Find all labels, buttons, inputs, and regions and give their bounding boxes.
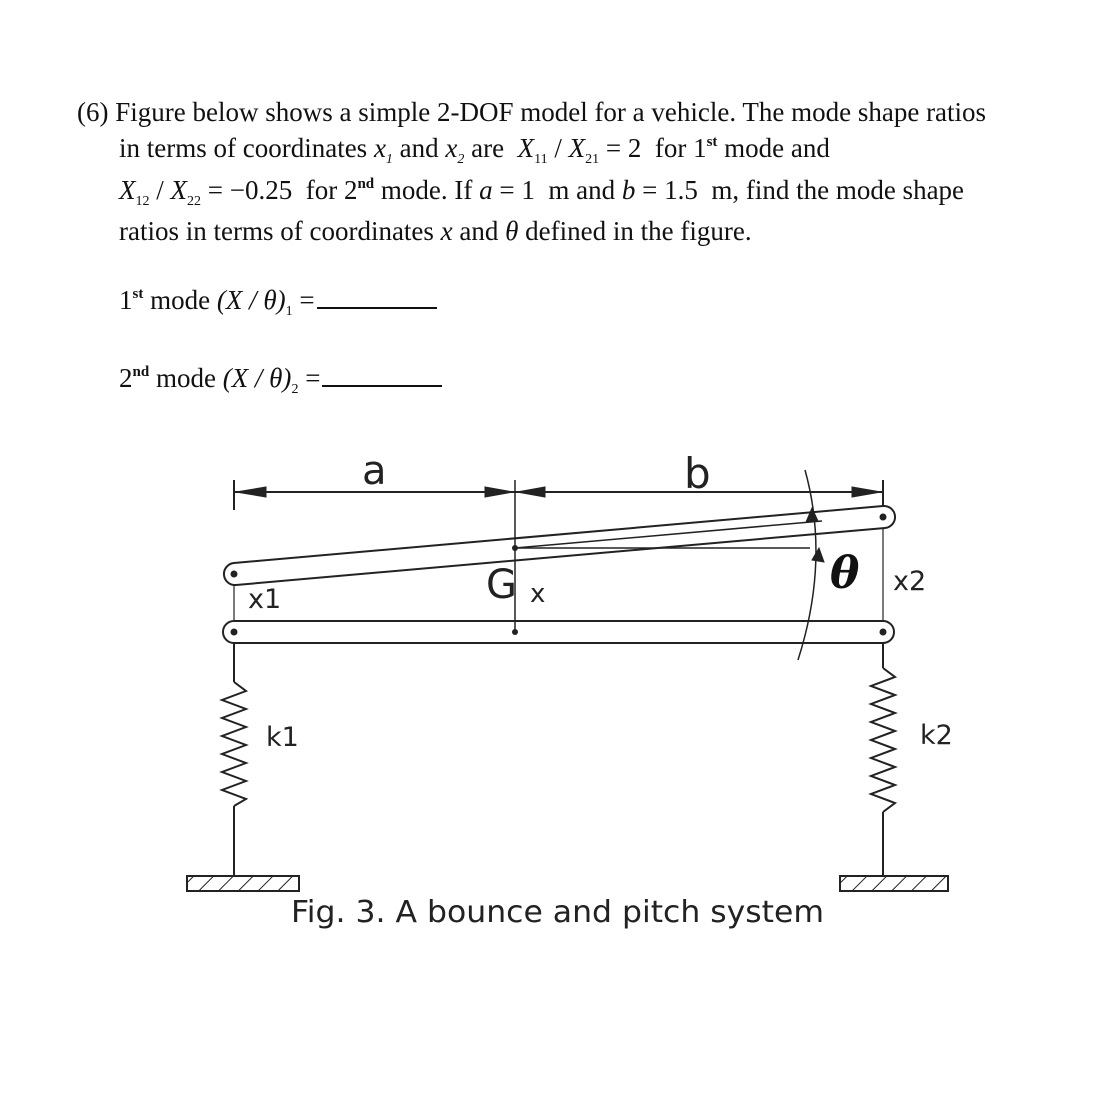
text-coordinates: in terms of coordinates — [119, 133, 368, 163]
var-a: a — [479, 175, 493, 205]
sub: 22 — [187, 194, 202, 209]
label-k1: k1 — [266, 722, 299, 753]
spring-right — [871, 643, 895, 876]
label-theta: θ — [830, 548, 860, 599]
two: 2 — [343, 175, 358, 205]
label-x: x — [530, 579, 546, 609]
text-for: for — [305, 175, 338, 205]
label-b: b — [684, 449, 711, 498]
equals: = — [305, 363, 321, 393]
ratio-1: = 2 — [605, 133, 642, 163]
arrowhead — [236, 487, 266, 497]
ratio-2: = −0.25 — [207, 175, 293, 205]
label-k2: k2 — [920, 720, 953, 751]
sub: 12 — [135, 194, 150, 209]
text-for: for — [654, 133, 687, 163]
sup: st — [132, 286, 144, 302]
sub: 2 — [291, 382, 299, 397]
slash: / — [554, 133, 562, 163]
text-mode-and: mode and — [724, 133, 830, 163]
sub: 21 — [585, 152, 600, 167]
arrowhead — [812, 548, 824, 562]
tilted-bar — [224, 506, 895, 585]
label-G: G — [486, 562, 517, 608]
value-b: = 1.5 — [642, 175, 698, 205]
var-b: b — [621, 175, 636, 205]
sub: 1 — [285, 304, 293, 319]
sub: 1 — [385, 152, 393, 167]
sub: 2 — [457, 152, 465, 167]
text-mode: mode — [150, 285, 211, 315]
text-are: are — [471, 133, 505, 163]
text-find: m, find the mode shape — [711, 175, 965, 205]
sub: 11 — [534, 152, 548, 167]
var-X: X — [517, 133, 535, 163]
arrowhead — [852, 487, 881, 497]
pivot-dot — [880, 629, 887, 636]
problem-number: (6) — [77, 97, 109, 127]
var-X: X — [568, 133, 586, 163]
two: 2 — [119, 363, 133, 393]
text-ratios: ratios in terms of coordinates — [119, 216, 434, 246]
var-x2: x — [445, 133, 458, 163]
ground-left — [187, 876, 299, 891]
sup: st — [706, 134, 718, 150]
pivot-dot — [231, 629, 238, 636]
one: 1 — [119, 285, 133, 315]
text-mode-if: mode. If — [380, 175, 473, 205]
problem-intro: Figure below shows a simple 2-DOF model for a vehicle. The mode shape ratios — [115, 97, 987, 127]
text-and: and — [459, 216, 499, 246]
text-defined: defined in the figure. — [525, 216, 752, 246]
equals: = — [299, 285, 315, 315]
var-x: x — [440, 216, 453, 246]
sup: nd — [357, 176, 375, 192]
var-x1: x — [373, 133, 386, 163]
value-a: = 1 — [499, 175, 535, 205]
arrowhead — [806, 508, 818, 522]
var-theta: θ — [505, 216, 519, 246]
ratio-expr: (X / θ) — [216, 285, 286, 315]
label-x2: x2 — [893, 566, 927, 597]
figure-caption: Fig. 3. A bounce and pitch system — [291, 895, 824, 930]
pivot-dot — [880, 514, 887, 521]
reference-bar — [223, 621, 894, 643]
sup: nd — [132, 364, 150, 380]
ratio-expr: (X / θ) — [222, 363, 292, 393]
arrowhead — [485, 487, 513, 497]
label-x1: x1 — [248, 584, 282, 615]
theta-indicator — [798, 470, 824, 660]
spring-left — [222, 643, 246, 876]
text-and: and — [399, 133, 439, 163]
centre-dot — [512, 545, 518, 551]
text-m-and: m and — [548, 175, 616, 205]
label-a: a — [362, 448, 387, 494]
centre-dot — [512, 629, 518, 635]
arrowhead — [517, 487, 545, 497]
var-X: X — [119, 175, 136, 205]
text-mode: mode — [155, 363, 216, 393]
ground-right — [840, 876, 948, 891]
var-X: X — [170, 175, 188, 205]
pivot-dot — [231, 571, 238, 578]
one: 1 — [693, 133, 707, 163]
slash: / — [156, 175, 164, 205]
